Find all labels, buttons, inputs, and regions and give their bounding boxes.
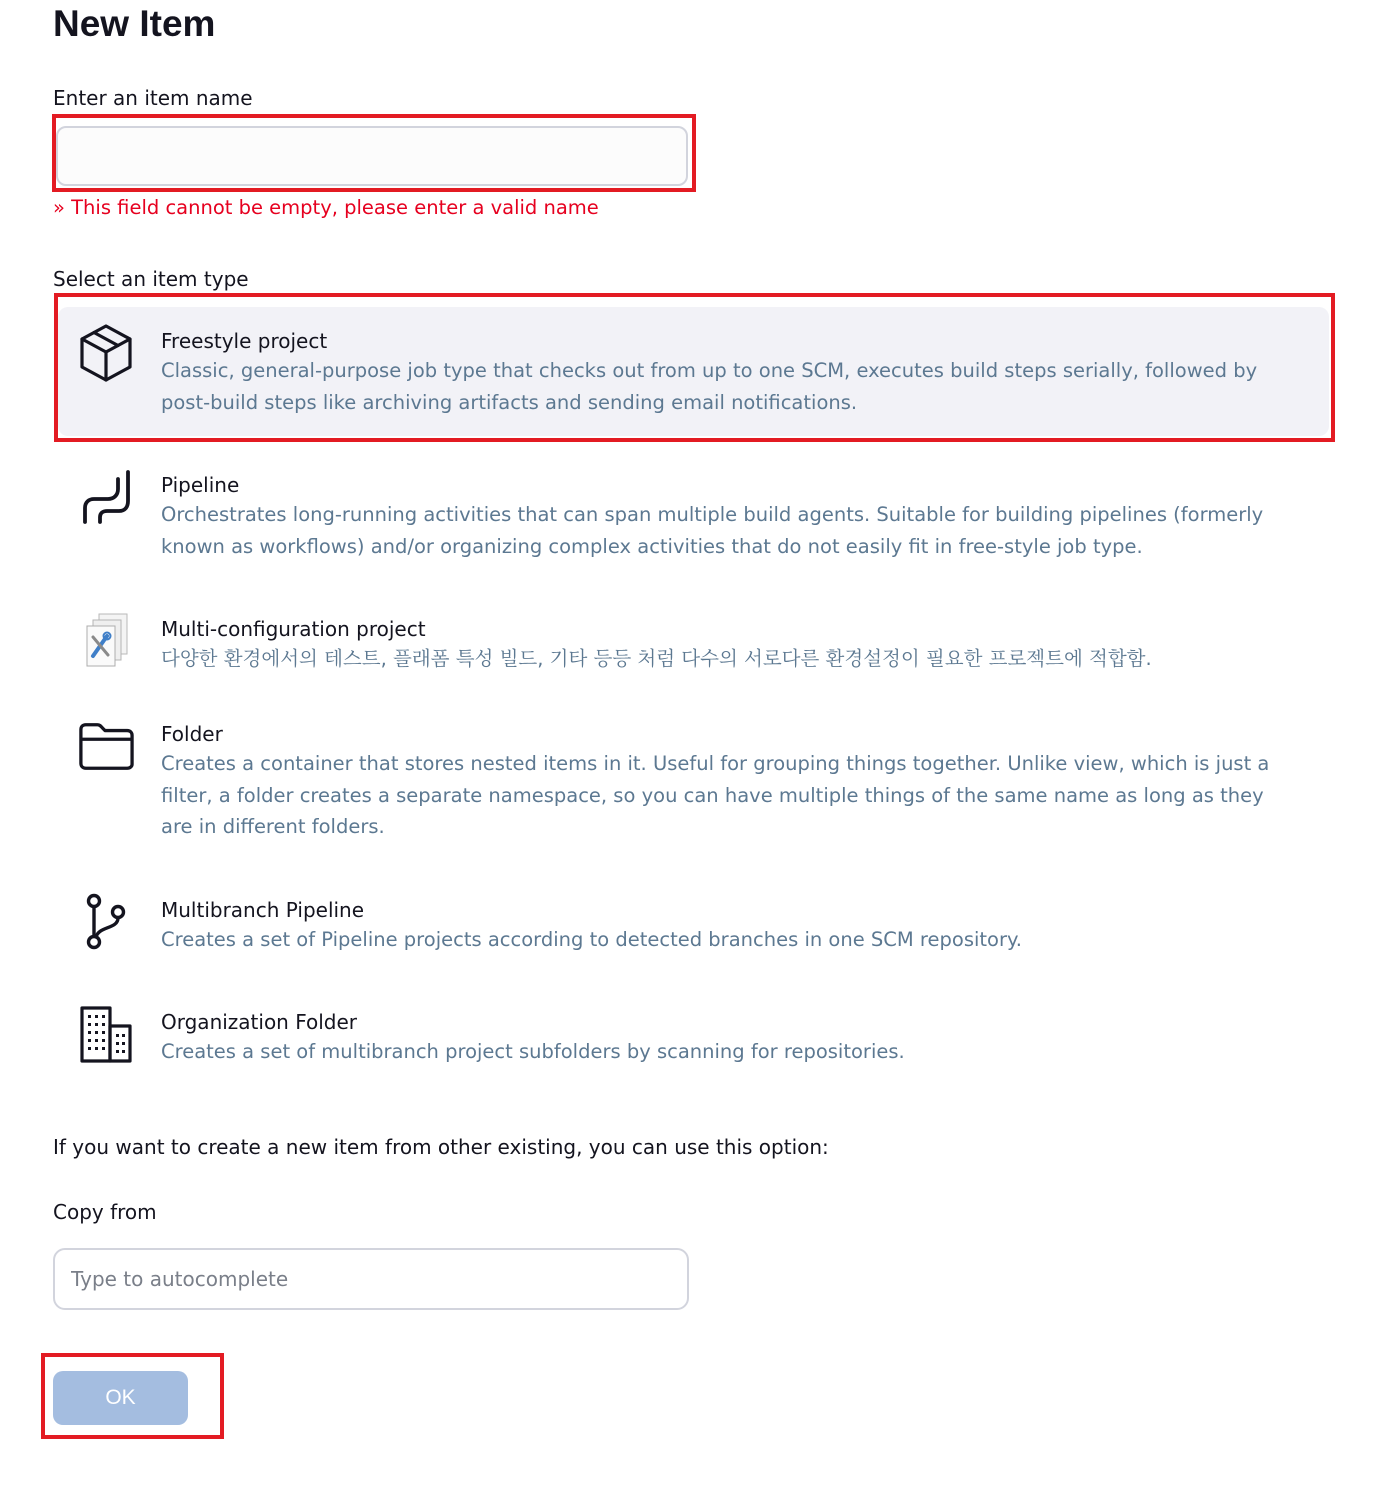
item-type-title: Freestyle project [161,329,328,353]
item-type-title: Multibranch Pipeline [161,898,365,922]
item-type-description: Classic, general-purpose job type that checks out from up to one SCM, executes build steps serially, followed by post-build steps like archiving artifacts and sending email notifications. [161,359,1258,414]
item-type-description: Orchestrates long-running activities that can span multiple build agents. Suitable for building pipelines (formerly known as workflows) and/or organizing complex activities that do not easily fit in free-style job type. [161,503,1264,558]
item-type-description: Creates a container that stores nested items in it. Useful for grouping things together. Unlike view, which is just a filter, a folder creates a separate namespace, so you can have multiple things of the same name as long as they are in different folders. [161,752,1270,838]
item-type-multi-configuration-project[interactable] [58,595,1329,687]
item-type-title: Multi-configuration project [161,617,426,641]
item-type-multibranch-pipeline[interactable] [58,876,1329,976]
pipeline-icon [78,465,134,525]
copy-from-info-text: If you want to create a new item from other existing, you can use this option: [53,1135,829,1159]
item-type-description: Creates a set of Pipeline projects according to detected branches in one SCM repository. [161,928,1022,951]
item-type-pipeline[interactable] [58,451,1329,580]
item-name-input[interactable] [56,126,688,186]
item-type-folder[interactable] [58,700,1329,860]
copy-from-label: Copy from [53,1200,157,1224]
item-type-label: Select an item type [53,267,249,291]
freestyle-project-highlight [54,293,1335,442]
multi-configuration-icon [78,611,134,671]
item-type-title: Pipeline [161,473,240,497]
item-type-description: Creates a set of multibranch project subfolders by scanning for repositories. [161,1040,905,1063]
organization-building-icon [78,1004,134,1064]
folder-icon [78,716,134,776]
item-type-title: Folder [161,722,223,746]
ok-button[interactable]: OK [53,1371,188,1425]
page-title: New Item [53,3,216,44]
item-name-error-message: » This field cannot be empty, please enter a valid name [53,196,599,219]
branch-icon [78,892,134,952]
item-type-organization-folder[interactable] [58,988,1329,1088]
item-type-title: Organization Folder [161,1010,358,1034]
copy-from-input[interactable] [53,1248,689,1310]
item-type-description: 다양한 환경에서의 테스트, 플래폼 특성 빌드, 기타 등등 처럼 다수의 서로다른 환경설정이 필요한 프로젝트에 적합함. [161,647,1152,670]
item-name-label: Enter an item name [53,86,253,110]
